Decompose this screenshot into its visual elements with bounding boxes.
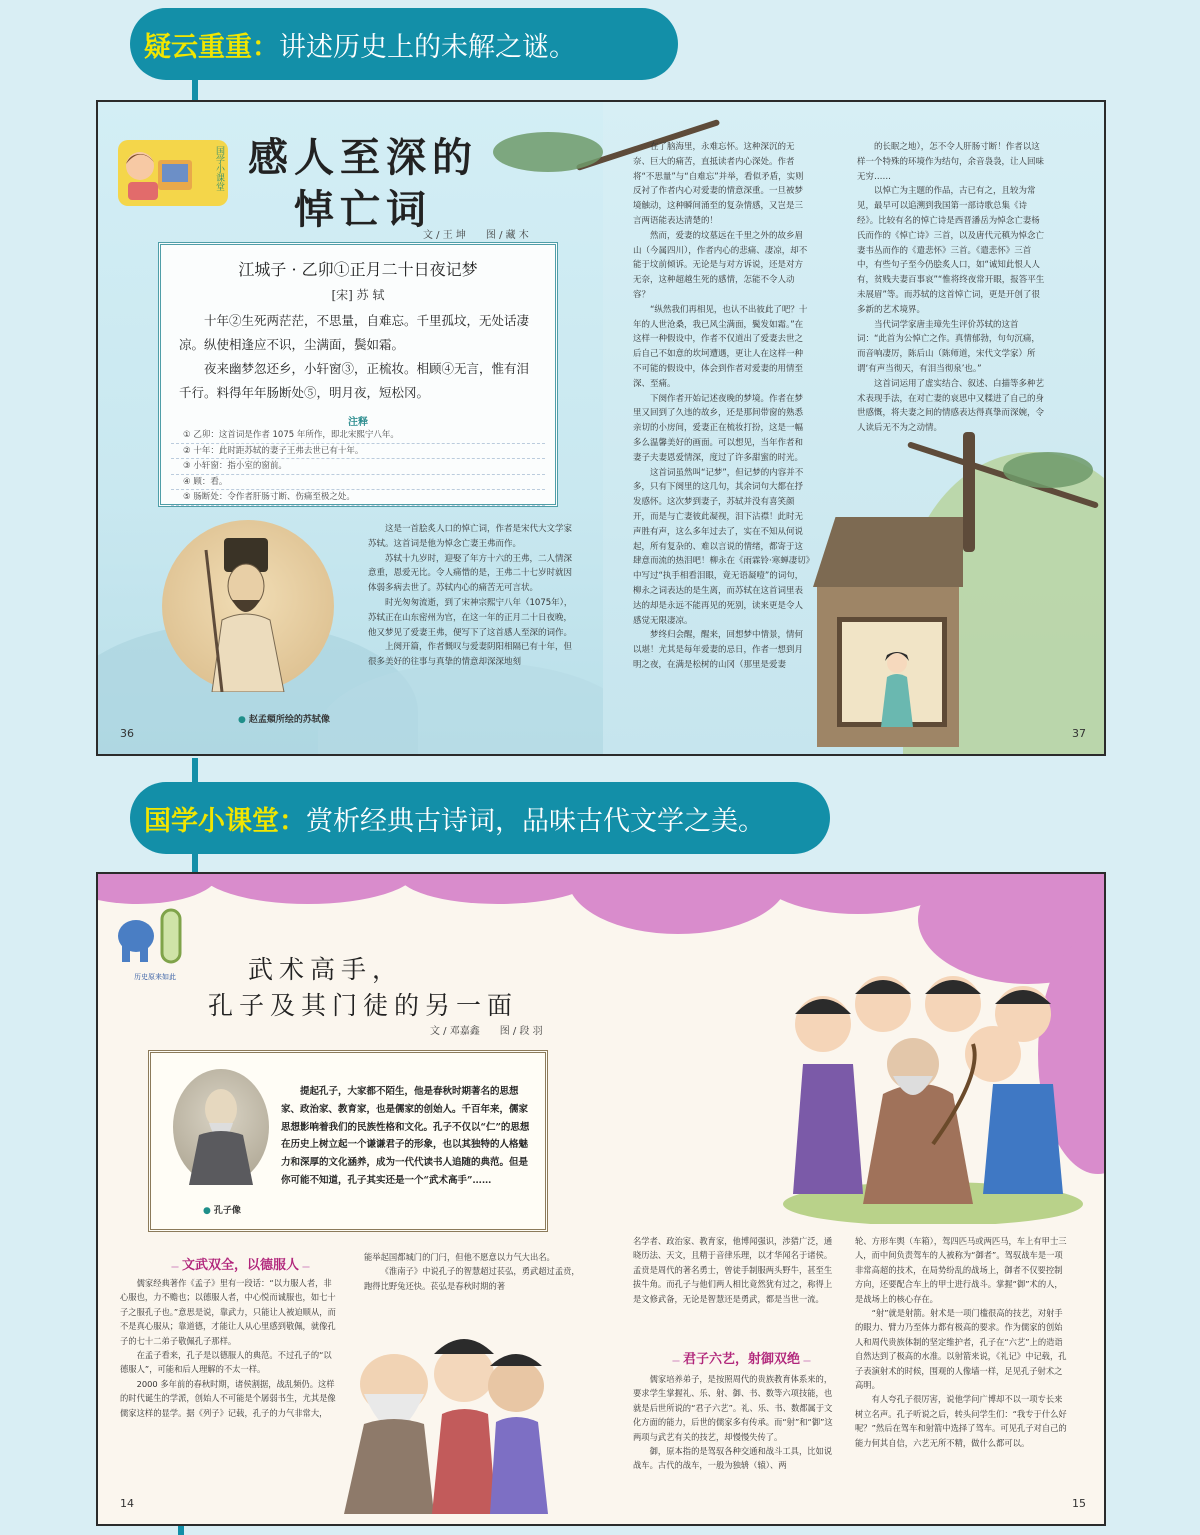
article-column [633,140,811,673]
su-shi-portrait [162,520,334,692]
banner-desc: 赏析经典古诗词，品味古代文学之美。 [306,805,765,837]
article-body-left [368,522,574,670]
author-credit: 文 / 邓嘉鑫 图 / 段 羽 [430,1026,543,1037]
lady-combing-hair-icon [873,647,921,727]
body-paragraph: 能举起国都城门的门闩，但他不愿意以力气大出名。 [364,1252,555,1262]
poem-box [158,242,558,507]
note-item: ③ 小轩窗：指小室的窗前。 [171,459,545,475]
page-number: 36 [120,727,134,740]
body-paragraph: 轮、方形车舆（车箱），驾四匹马或两匹马，车上有甲士三人，而中间负责驾车的人被称为“御者”。驾驭战车是一项非常高超的技术，在局势纷乱的战场上，御者不仅要控制方向，还要配合车上的甲士进行战斗。掌握“御”术的人，是战场上的核心存在。 [855,1236,1067,1304]
article-title: 孔子及其门徒的另一面 [208,991,519,1020]
poem-title: 江城子 · 乙卯①正月二十日夜记梦 [238,260,478,279]
section-badge [118,140,228,206]
article-column [364,1250,584,1293]
note-item: ① 乙卯：这首词是作者 1075 年所作，即北宋熙宁八年。 [171,428,545,444]
sages-illustration [334,1314,564,1514]
pine-needles [1003,452,1093,488]
confucius-figure-icon [173,1069,269,1185]
tree-trunk [963,432,975,552]
poem-stanza: 夜来幽梦忽还乡，小轩窗③，正梳妆。相顾④无言，惟有泪千行。料得年年肠断处⑤，明月夜，短松冈。 [179,361,530,400]
body-paragraph: 儒家培养弟子，是按照周代的贵族教育体系来的，要求学生掌握礼、乐、射、御、书、数等六项技能，也就是后世所说的“君子六艺”。礼、乐、书、数都属于文化方面的能力，后世的儒家多有传承。而“射”和“御”这两项与武艺有关的技艺，却慢慢失传了。 [633,1374,833,1442]
body-paragraph: 下阕作者开始记述夜晚的梦境。作者在梦里又回到了久违的故乡，还是那间带窗的熟悉亲切的小房间，爱妻正在梳妆打扮，这是一幅多么温馨美好的画面。可以想见，当年作者和妻子夫妻恩爱情深，度过了许多甜蜜的时光。 [633,393,804,463]
three-scholars-icon [334,1314,564,1514]
section-banner-mysteries [130,8,678,80]
author-credit: 文 / 王 坤 图 / 藏 木 [423,230,529,241]
banner-stem [192,852,198,874]
portrait-caption: ● 赵孟頫所绘的苏轼像 [238,712,330,725]
note-item: ② 十年：此时距苏轼的妻子王弗去世已有十年。 [171,444,545,460]
note-item: ⑤ 肠断处：令作者肝肠寸断、伤痛至极之处。 [171,490,545,506]
pine-needles [493,132,603,172]
section-badge [110,904,190,982]
body-paragraph: 有人夸孔子很厉害，说他学问广博却不以一项专长来树立名声。孔子听说之后，转头问学生们：“我专于什么好呢？”然后在驾车和射箭中选择了驾车。可见孔子对自己的能力何其自信，六艺无所不精，做什么都可以。 [855,1394,1067,1448]
banner-stem [178,1526,184,1535]
title-line: 悼亡词 [294,186,432,233]
banner-tag: 国学小课堂： [144,805,306,837]
page-right [603,102,1106,754]
banner-desc: 讲述历史上的未解之谜。 [279,31,576,63]
hut-roof [813,517,963,587]
body-paragraph: 在孟子看来，孔子是以德服人的典范。不过孔子的“以德服人”，可能和后人理解的不太一样。 [120,1350,332,1375]
body-paragraph: 御，原本指的是驾驭各种交通和战斗工具，比如说战车。古代的战车，一般为独辀（辕）、两 [633,1446,833,1471]
article-column [855,1234,1069,1450]
section-heading: — 文武双全，以德服人 — [168,1254,313,1273]
body-paragraph: “纵然我们再相见，也认不出彼此了吧？十年的人世沧桑，我已风尘满面，鬓发如霜。”在这样一种假设中，作者不仅道出了爱妻去世之后自己不如意的坎坷遭遇，更让人在这样一种不可能的假设中，体会到作者对爱妻的用情至深、至痛。 [633,304,808,389]
body-paragraph: 《淮南子》中说孔子的智慧超过苌弘，勇武超过孟贲，跑得比野兔还快。苌弘是春秋时期的著 [364,1266,580,1291]
body-paragraph: 这首词虽然叫“记梦”，但记梦的内容并不多，只有下阕里的这几句，其余词句大都在抒发感怀。这次梦到妻子，苏轼并没有喜笑颜开，而是与亡妻彼此凝视，泪下沾襟！此时无声胜有声，这么多年过去了，实在不知从何说起，所有复杂的、难以言说的情绪，都寄于这肆意而流的热泪吧！柳永在《雨霖铃·寒蝉凄切》中写过“执手相看泪眼，竟无语凝噎”的词句，柳永之词表达的是生离，而苏轼在这首词里表达的却是永远不能再见的死别，读来更是令人感觉无限凄凉。 [633,467,810,626]
body-paragraph: 时光匆匆流逝，到了宋神宗熙宁八年（1075年），苏轼正在山东密州为官，在这一年的正月二十日夜晚，他又梦见了爱妻王弗，便写下了这首感人至深的词作。 [368,597,573,638]
body-paragraph: 当代词学家唐圭璋先生评价苏轼的这首词：“此首为公悼亡之作。真情郁勃，句句沉痛，而音响凄厉，陈后山（陈师道，宋代文学家）所谓‘有声当彻天，有泪当彻泉’也。” [857,319,1040,374]
body-paragraph: 然而，爱妻的坟墓远在千里之外的故乡眉山（今属四川），作者内心的悲痛、凄凉，却不能于坟前倾诉。无论是与对方诉说，还是对方无奈，这种超越生死的感情，怎能不令人动容？ [633,230,808,300]
body-paragraph: 这是一首脍炙人口的悼亡词，作者是宋代大文学家苏轼。这首词是他为悼念亡妻王弗而作。 [368,524,573,549]
body-paragraph: 在了脑海里，永难忘怀。这种深沉的无奈、巨大的痛苦，直抵读者内心深处。作者将“不思量”与“自难忘”并举，看似矛盾，实则反衬了作者内心对爱妻的情意深重。一旦被梦境触动，这种瞬间涌至的复杂情感，又岂是三言两语能表达清楚的！ [633,142,804,226]
note-item: ④ 顾：看。 [171,475,545,491]
article-title [248,132,478,236]
poem-stanza: 十年②生死两茫茫，不思量，自难忘。千里孤坟，无处话凄凉。纵使相逢应不识，尘满面，鬓如霜。 [179,313,530,352]
body-paragraph: 名学者、政治家、教育家，他博闻强识，涉猎广泛，通晓历法、天文，且精于音律乐理，以才华闻名于诸侯。孟贲是周代的著名勇士，曾徒手制服两头野牛，甚至生拔牛角。而孔子与他们两人相比竟然犹有过之，称得上是文修武备，无论是智慧还是勇武，都是当世一流。 [633,1236,833,1304]
article-title: 武术高手， [248,955,404,984]
page-left [98,102,603,754]
page-number: 37 [1072,727,1086,740]
title-line: 感人至深的 [248,134,478,181]
article-column [857,140,1047,436]
notes-title: 注释 [348,417,368,428]
scholar-figure-icon [162,520,334,692]
banner-tag: 疑云重重： [144,31,279,63]
disciples-illustration [783,954,1083,1224]
badge-label: 历史原来如此 [134,973,176,981]
body-paragraph: 梦终归会醒，醒来，回想梦中情景，情何以堪！尤其是每年爱妻的忌日，作者一想到月明之夜，在满是松树的山冈（那里是爱妻 [633,630,804,670]
article-column [120,1276,338,1420]
elephant-mirror-icon [110,904,190,970]
reading-kids-icon [118,140,208,206]
page-right [603,874,1106,1524]
confucius-archery-icon [783,954,1083,1224]
magazine-spread-poetry [96,100,1106,756]
body-paragraph: 以悼亡为主题的作品，古已有之，且较为常见，最早可以追溯到我国第一部诗歌总集《诗经》。比较有名的悼亡诗是西晋潘岳为悼念亡妻杨氏而作的《悼亡诗》三首，以及唐代元稹为悼念亡妻韦丛而作的《遣悲怀》三首。《遣悲怀》三首中，有些句子至今仍脍炙人口，如“诚知此恨人人有，贫贱夫妻百事哀”“惟将终夜常开眼，报答平生未展眉”等。而苏轼的这首悼亡词，更是开创了很多新的艺术境界。 [857,186,1045,315]
section-banner-classics [130,782,830,854]
magazine-spread-confucius [96,872,1106,1526]
page-number: 15 [1072,1497,1086,1510]
intro-paragraph: 提起孔子，大家都不陌生，他是春秋时期著名的思想家、政治家、教育家，也是儒家的创始人。千百年来，儒家思想影响着我们的民族性格和文化。孔子不仅以“仁”的思想在历史上树立起一个谦谦君子的形象，也以其独特的人格魅力和深厚的文化涵养，成为一代代读书人追随的典范。但是你可能不知道，孔子其实还是一个“武术高手”…… [281,1086,530,1186]
article-column [633,1372,833,1473]
portrait-caption: ● 孔子像 [203,1203,241,1216]
body-paragraph: “射”就是射箭。射术是一项门槛很高的技艺，对射手的眼力、臂力乃至体力都有极高的要求。作为儒家的创始人和周代贵族体制的坚定维护者，孔子在“六艺”上的造诣自然达到了极高的水准。以射箭来说，《礼记》中记载，孔子表演射术的时候，围观的人像墙一样，足见孔子射术之高明。 [855,1308,1067,1391]
body-paragraph: 苏轼十九岁时，迎娶了年方十六的王弗，二人情深意重，恩爱无比。令人痛惜的是，王弗二十七岁时就因体弱多病去世了。苏轼内心的痛苦无可言状。 [368,553,573,594]
body-paragraph: 这首词运用了虚实结合、叙述、白描等多种艺术表现手法，在对亡妻的哀思中又糅进了自己的身世感慨，将夫妻之间的情感表达得真挚而深婉，令人读后无不为之动情。 [857,378,1045,434]
intro-box [148,1050,548,1232]
section-heading: — 君子六艺，射御双绝 — [669,1348,814,1367]
body-paragraph: 上阕开篇，作者慨叹与爱妻阴阳相隔已有十年，但很多美好的往事与真挚的情意却深深地刻 [368,642,573,668]
article-column [633,1234,833,1306]
poem-author: [宋] 苏 轼 [331,288,385,302]
confucius-portrait [173,1069,269,1185]
badge-label: 国学小课堂 [214,146,224,191]
page-left [98,874,603,1524]
body-paragraph: 儒家经典著作《孟子》里有一段话：“以力服人者，非心服也，力不赡也；以德服人者，中心悦而诚服也，如七十子之服孔子也。”意思是说，靠武力，只能让人被迫顺从，而不是真心服从；靠道德，才能让人从心里感到敬佩，就像孔子的七十二弟子敬佩孔子那样。 [120,1278,336,1346]
page-number: 14 [120,1497,134,1510]
body-paragraph: 2000 多年前的春秋时期，诸侯割据，战乱频仍。这样的时代诞生的学派，创始人不可能是个孱弱书生，尤其是像儒家这样的显学。据《列子》记载，孔子的力气非常大， [120,1378,336,1418]
hut-illustration [813,517,963,747]
body-paragraph: 的长眠之地），怎不令人肝肠寸断！作者以这样一个特殊的环境作为结句，余音袅袅，让人回味无穷…… [857,142,1045,182]
